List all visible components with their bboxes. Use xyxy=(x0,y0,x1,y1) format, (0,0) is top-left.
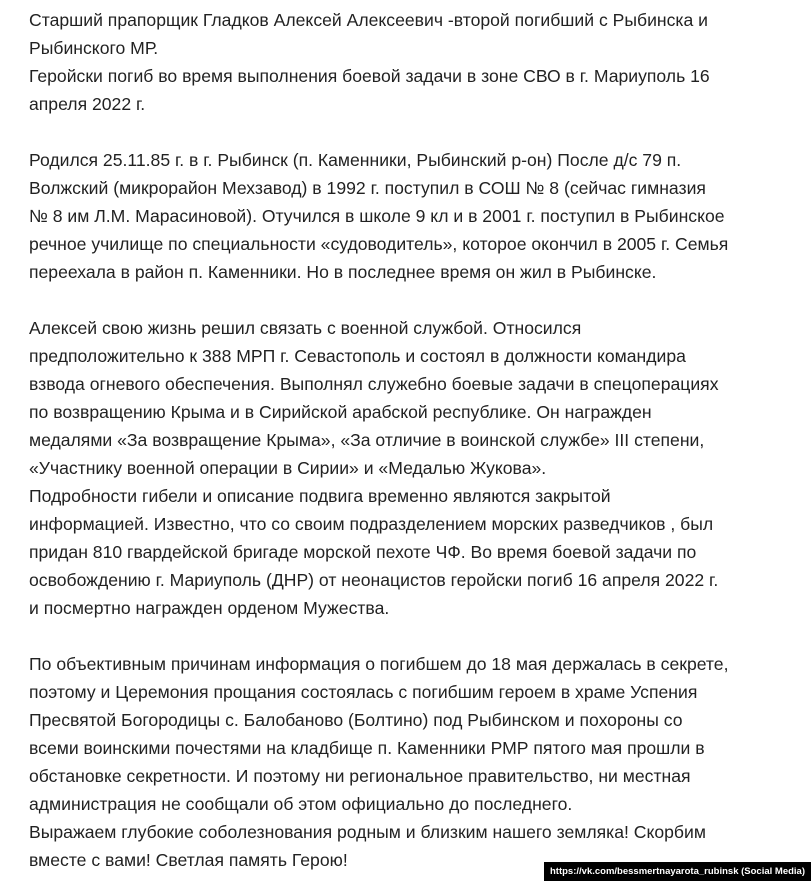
post-line: вместе с вами! Светлая память Герою! xyxy=(29,850,348,870)
post-line: Рыбинского МР. xyxy=(29,38,159,58)
post-line: речное училище по специальности «судоводитель», которое окончил в 2005 г. Семья xyxy=(29,234,729,254)
post-line: апреля 2022 г. xyxy=(29,94,146,114)
post-line: медалями «За возвращение Крыма», «За отличие в воинской службе» III степени, xyxy=(29,430,705,450)
post-line: Волжский (микрорайон Мехзавод) в 1992 г. поступил в СОШ № 8 (сейчас гимназия xyxy=(29,178,706,198)
post-line: Старший прапорщик Гладков Алексей Алексеевич -второй погибший с Рыбинска и xyxy=(29,10,709,30)
post-line: придан 810 гвардейской бригаде морской пехоте ЧФ. Во время боевой задачи по xyxy=(29,542,697,562)
post-line: Выражаем глубокие соболезнования родным и близким нашего земляка! Скорбим xyxy=(29,822,706,842)
post-line: освобождению г. Мариуполь (ДНР) от неонацистов геройски погиб 16 апреля 2022 г. xyxy=(29,570,719,590)
post-line: администрация не сообщали об этом официально до последнего. xyxy=(29,794,573,814)
post-line: информацией. Известно, что со своим подразделением морских разведчиков , был xyxy=(29,514,714,534)
post-line: по возвращению Крыма и в Сирийской арабской республике. Он награжден xyxy=(29,402,652,422)
post-paragraph xyxy=(29,650,805,874)
post-line: предположительно к 388 МРП г. Севастополь и состоял в должности командира xyxy=(29,346,686,366)
post-line: По объективным причинам информация о погибшем до 18 мая держалась в секрете, xyxy=(29,654,729,674)
post-paragraph xyxy=(29,314,805,622)
post-line: и посмертно награжден орденом Мужества. xyxy=(29,598,390,618)
post-paragraph xyxy=(29,146,805,286)
post-line: переехала в район п. Каменники. Но в последнее время он жил в Рыбинске. xyxy=(29,262,657,282)
post-line: взвода огневого обеспечения. Выполнял служебно боевые задачи в спецоперациях xyxy=(29,374,719,394)
post-line: Геройски погиб во время выполнения боевой задачи в зоне СВО в г. Мариуполь 16 xyxy=(29,66,710,86)
post-paragraph xyxy=(29,6,805,118)
post-line: Пресвятой Богородицы с. Балобаново (Болтино) под Рыбинском и похороны со xyxy=(29,710,683,730)
post-line: Алексей свою жизнь решил связать с военной службой. Относился xyxy=(29,318,582,338)
post-line: обстановке секретности. И поэтому ни региональное правительство, ни местная xyxy=(29,766,691,786)
post-line: Родился 25.11.85 г. в г. Рыбинск (п. Каменники, Рыбинский р-он) После д/с 79 п. xyxy=(29,150,682,170)
post-line: поэтому и Церемония прощания состоялась с погибшим героем в храме Успения xyxy=(29,682,698,702)
post-line: № 8 им Л.М. Марасиновой). Отучился в школе 9 кл и в 2001 г. поступил в Рыбинское xyxy=(29,206,725,226)
post-line: Подробности гибели и описание подвига временно являются закрытой xyxy=(29,486,611,506)
post-body xyxy=(29,6,805,874)
source-badge: https://vk.com/bessmertnayarota_rubinsk (Social Media) xyxy=(544,862,811,881)
post-line: всеми воинскими почестями на кладбище п. Каменники РМР пятого мая прошли в xyxy=(29,738,705,758)
post-line: «Участнику военной операции в Сирии» и «Медалью Жукова». xyxy=(29,458,547,478)
